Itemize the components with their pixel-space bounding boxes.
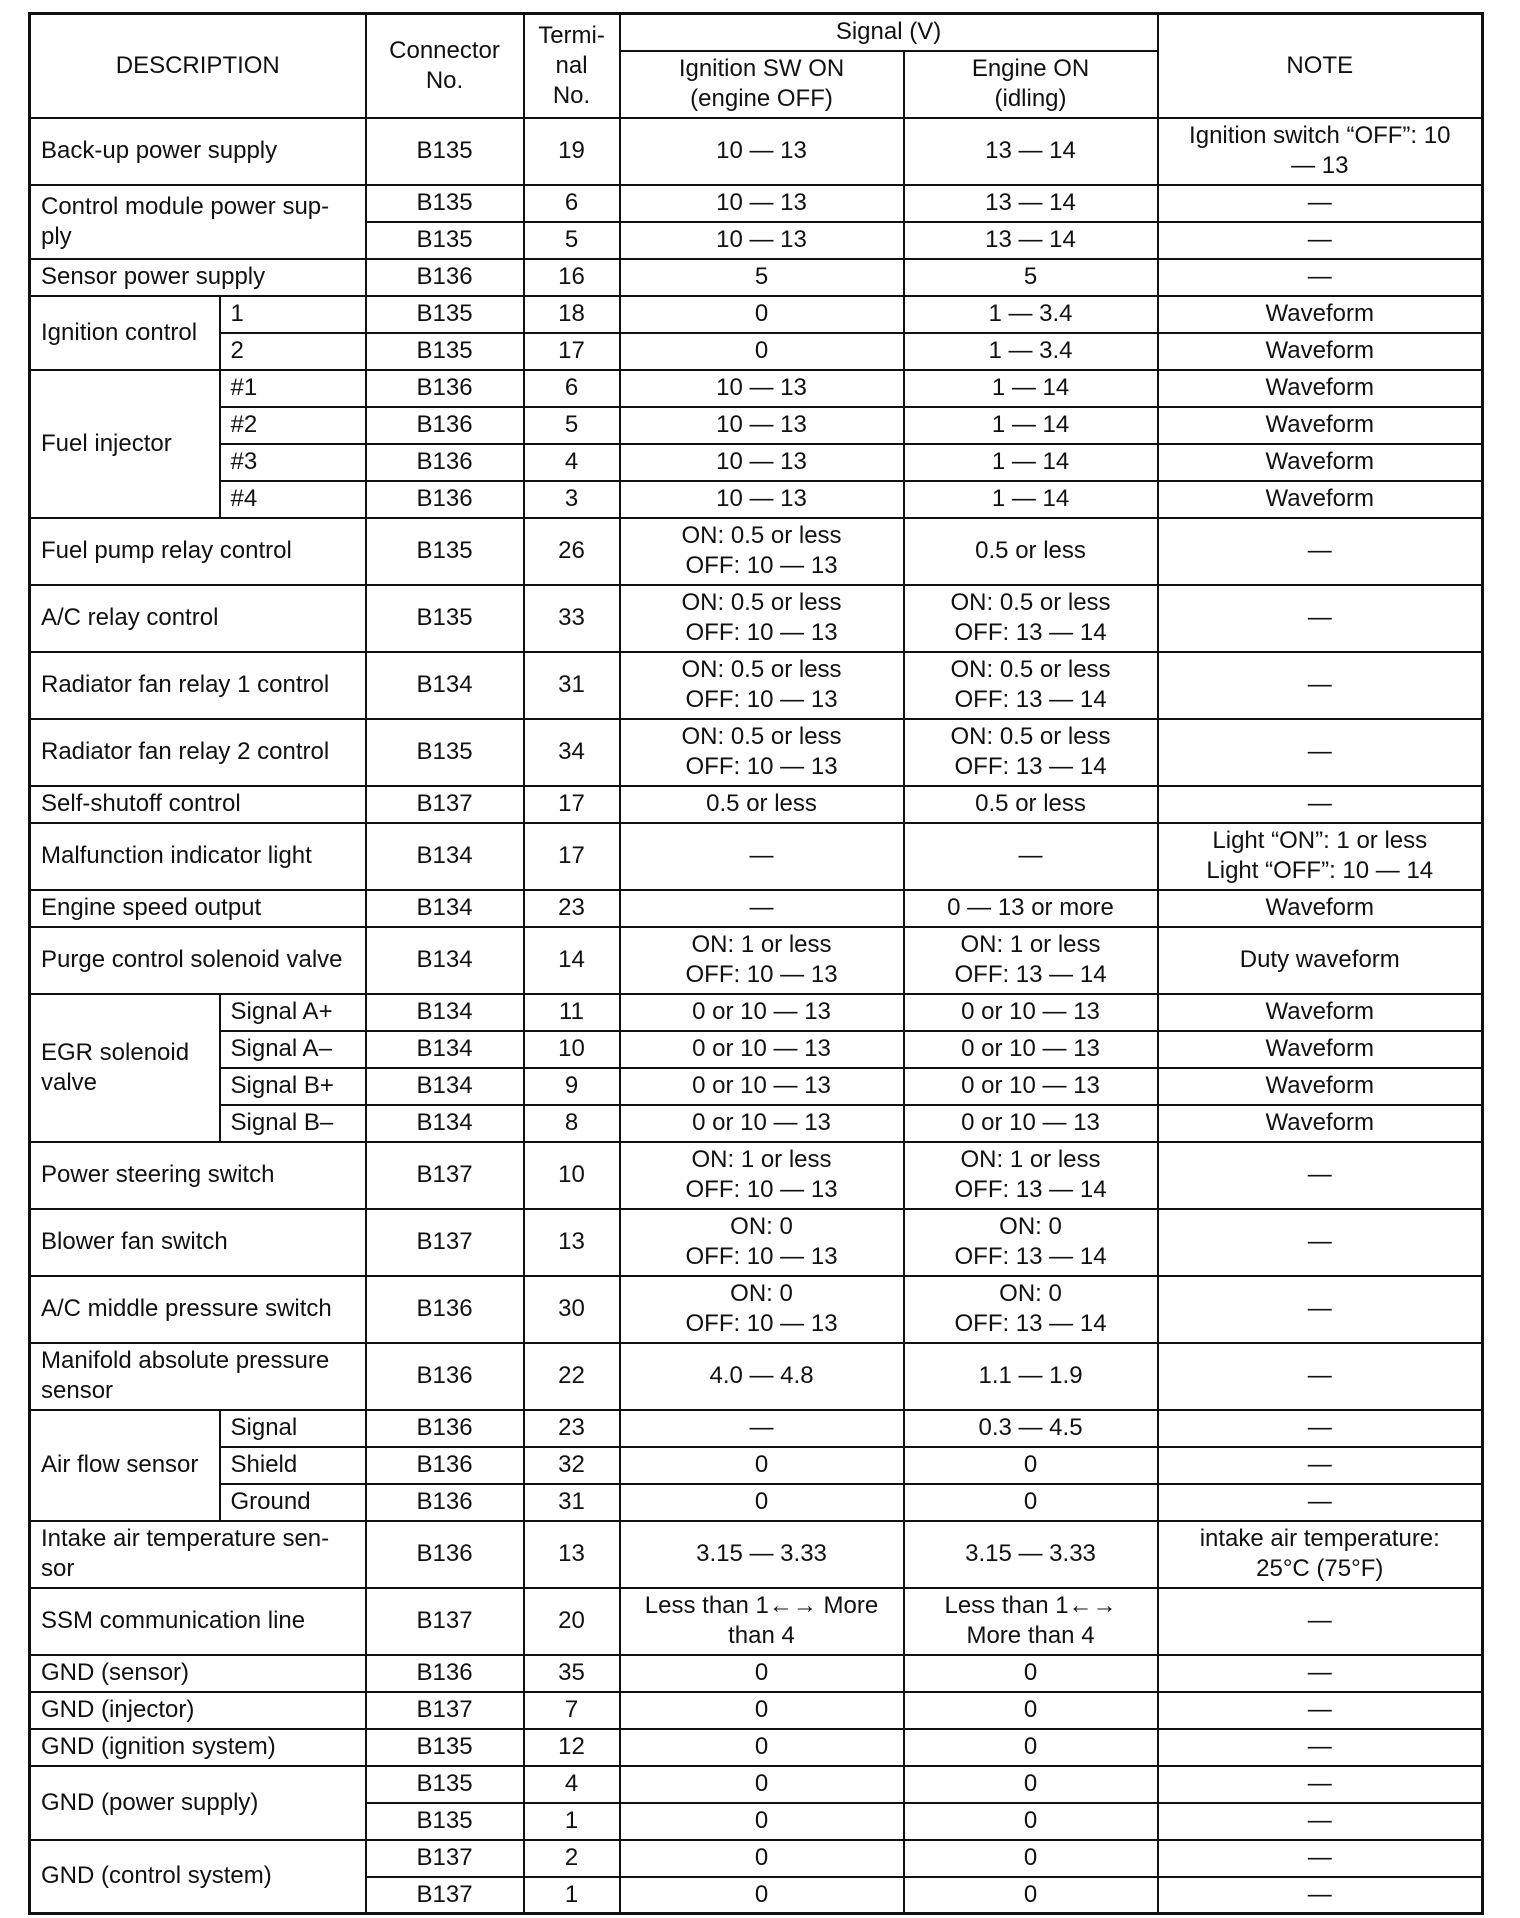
signal-ignition-on: ON: 0.5 or less OFF: 10 — 13 [620,652,904,719]
header-note: NOTE [1158,14,1483,118]
note: Waveform [1158,444,1483,481]
row-description: Ignition control [30,296,220,370]
connector-no: B136 [366,1410,524,1447]
terminal-no: 23 [524,1410,620,1447]
note: — [1158,1410,1483,1447]
table-row [30,481,1483,518]
signal-engine-on: 1 — 14 [904,481,1158,518]
row-subitem: Signal B+ [220,1068,366,1105]
signal-ignition-on: 0 [620,1692,904,1729]
note: — [1158,1588,1483,1655]
terminal-no: 12 [524,1729,620,1766]
note: — [1158,1142,1483,1209]
terminal-no: 33 [524,585,620,652]
terminal-no: 13 [524,1209,620,1276]
signal-engine-on: — [904,823,1158,890]
signal-engine-on: 0 [904,1803,1158,1840]
signal-engine-on: 1 — 3.4 [904,296,1158,333]
signal-ignition-on: 0 or 10 — 13 [620,1105,904,1142]
signal-ignition-on: 0.5 or less [620,786,904,823]
terminal-no: 3 [524,481,620,518]
note: — [1158,518,1483,585]
row-description: SSM communication line [30,1588,366,1655]
signal-ignition-on: 0 or 10 — 13 [620,1068,904,1105]
table-row [30,1343,1483,1410]
table-row [30,719,1483,786]
table-row [30,1410,1483,1447]
table-row [30,1068,1483,1105]
signal-engine-on: 13 — 14 [904,118,1158,185]
row-description: A/C relay control [30,585,366,652]
row-description: GND (power supply) [30,1766,366,1840]
signal-engine-on: 1 — 14 [904,370,1158,407]
row-description: GND (injector) [30,1692,366,1729]
signal-ignition-on: 3.15 — 3.33 [620,1521,904,1588]
signal-ignition-on: 0 [620,1447,904,1484]
row-subitem: #2 [220,407,366,444]
terminal-no: 13 [524,1521,620,1588]
connector-no: B134 [366,823,524,890]
table-row [30,1766,1483,1803]
signal-ignition-on: 5 [620,259,904,296]
note: — [1158,1655,1483,1692]
connector-no: B135 [366,585,524,652]
terminal-no: 1 [524,1877,620,1914]
terminal-no: 26 [524,518,620,585]
header-ignition-on: Ignition SW ON (engine OFF) [620,51,904,118]
connector-no: B135 [366,118,524,185]
row-description: GND (sensor) [30,1655,366,1692]
note: Ignition switch “OFF”: 10 — 13 [1158,118,1483,185]
terminal-no: 8 [524,1105,620,1142]
terminal-no: 34 [524,719,620,786]
signal-ignition-on: — [620,890,904,927]
terminal-no: 31 [524,1484,620,1521]
signal-ignition-on: ON: 0.5 or less OFF: 10 — 13 [620,518,904,585]
signal-ignition-on: 10 — 13 [620,222,904,259]
connector-no: B137 [366,1588,524,1655]
signal-engine-on: 0 [904,1840,1158,1877]
table-row [30,370,1483,407]
terminal-no: 31 [524,652,620,719]
table-row [30,1276,1483,1343]
table-row [30,1655,1483,1692]
table-row [30,185,1483,222]
terminal-no: 14 [524,927,620,994]
note: Waveform [1158,1105,1483,1142]
connector-no: B136 [366,1484,524,1521]
row-description: GND (ignition system) [30,1729,366,1766]
terminal-no: 22 [524,1343,620,1410]
terminal-no: 20 [524,1588,620,1655]
row-description: A/C middle pressure switch [30,1276,366,1343]
note: intake air temperature: 25°C (75°F) [1158,1521,1483,1588]
note: — [1158,1803,1483,1840]
signal-ignition-on: 10 — 13 [620,185,904,222]
table-row [30,296,1483,333]
note: Waveform [1158,296,1483,333]
signal-ignition-on: — [620,1410,904,1447]
connector-no: B137 [366,1840,524,1877]
row-description: Control module power sup- ply [30,185,366,259]
row-subitem: Signal B– [220,1105,366,1142]
connector-no: B135 [366,518,524,585]
row-subitem: Shield [220,1447,366,1484]
terminal-spec-table [28,12,1484,1915]
note: Waveform [1158,1068,1483,1105]
terminal-no: 17 [524,786,620,823]
connector-no: B135 [366,1766,524,1803]
table-row [30,118,1483,185]
row-subitem: 1 [220,296,366,333]
connector-no: B135 [366,185,524,222]
connector-no: B136 [366,481,524,518]
signal-ignition-on: 0 [620,1877,904,1914]
signal-ignition-on: ON: 0.5 or less OFF: 10 — 13 [620,719,904,786]
note: — [1158,1877,1483,1914]
signal-ignition-on: 0 [620,333,904,370]
row-description: Engine speed output [30,890,366,927]
terminal-no: 4 [524,444,620,481]
signal-engine-on: 0 [904,1655,1158,1692]
header-connector: Connector No. [366,14,524,118]
terminal-no: 11 [524,994,620,1031]
signal-ignition-on: 10 — 13 [620,407,904,444]
table-row [30,1729,1483,1766]
row-description: Fuel pump relay control [30,518,366,585]
terminal-no: 10 [524,1142,620,1209]
row-description: Purge control solenoid valve [30,927,366,994]
signal-engine-on: ON: 0 OFF: 13 — 14 [904,1209,1158,1276]
row-subitem: Signal A+ [220,994,366,1031]
row-description: GND (control system) [30,1840,366,1914]
row-subitem: Signal [220,1410,366,1447]
connector-no: B135 [366,719,524,786]
connector-no: B134 [366,1105,524,1142]
table-row [30,1588,1483,1655]
connector-no: B136 [366,1447,524,1484]
connector-no: B136 [366,407,524,444]
note: Waveform [1158,407,1483,444]
note: — [1158,1447,1483,1484]
header-engine-on: Engine ON (idling) [904,51,1158,118]
note: — [1158,259,1483,296]
note: — [1158,1692,1483,1729]
note: Waveform [1158,370,1483,407]
signal-ignition-on: 0 [620,1729,904,1766]
signal-ignition-on: 10 — 13 [620,481,904,518]
terminal-no: 16 [524,259,620,296]
table-row [30,1521,1483,1588]
note: — [1158,185,1483,222]
signal-ignition-on: ON: 1 or less OFF: 10 — 13 [620,927,904,994]
row-subitem: Signal A– [220,1031,366,1068]
signal-engine-on: 0 or 10 — 13 [904,994,1158,1031]
signal-engine-on: ON: 1 or less OFF: 13 — 14 [904,1142,1158,1209]
connector-no: B134 [366,890,524,927]
terminal-no: 2 [524,1840,620,1877]
header-description: DESCRIPTION [30,14,366,118]
row-description: Back-up power supply [30,118,366,185]
signal-engine-on: 0 [904,1877,1158,1914]
signal-ignition-on: 4.0 — 4.8 [620,1343,904,1410]
table-row [30,823,1483,890]
signal-ignition-on: 0 [620,1803,904,1840]
note: — [1158,652,1483,719]
table-row [30,994,1483,1031]
terminal-no: 19 [524,118,620,185]
terminal-no: 4 [524,1766,620,1803]
signal-engine-on: 0.5 or less [904,786,1158,823]
signal-ignition-on: 0 [620,1655,904,1692]
row-description: Intake air temperature sen- sor [30,1521,366,1588]
note: — [1158,1840,1483,1877]
table-body [30,118,1483,1914]
terminal-no: 17 [524,333,620,370]
terminal-no: 35 [524,1655,620,1692]
signal-engine-on: 0.5 or less [904,518,1158,585]
signal-ignition-on: 10 — 13 [620,444,904,481]
row-description: Air flow sensor [30,1410,220,1521]
note: — [1158,1276,1483,1343]
terminal-no: 10 [524,1031,620,1068]
table-row [30,927,1483,994]
connector-no: B135 [366,1729,524,1766]
note: Duty waveform [1158,927,1483,994]
signal-engine-on: 13 — 14 [904,185,1158,222]
signal-engine-on: 1 — 14 [904,444,1158,481]
row-subitem: 2 [220,333,366,370]
note: Light “ON”: 1 or less Light “OFF”: 10 — 14 [1158,823,1483,890]
signal-ignition-on: 10 — 13 [620,118,904,185]
connector-no: B134 [366,1068,524,1105]
note: — [1158,1729,1483,1766]
terminal-no: 6 [524,185,620,222]
note: — [1158,1484,1483,1521]
connector-no: B136 [366,1521,524,1588]
connector-no: B134 [366,652,524,719]
signal-engine-on: 0 [904,1447,1158,1484]
connector-no: B136 [366,370,524,407]
signal-engine-on: 0 or 10 — 13 [904,1031,1158,1068]
signal-engine-on: ON: 0 OFF: 13 — 14 [904,1276,1158,1343]
signal-engine-on: 0 — 13 or more [904,890,1158,927]
connector-no: B136 [366,444,524,481]
connector-no: B136 [366,1343,524,1410]
terminal-no: 18 [524,296,620,333]
connector-no: B135 [366,1803,524,1840]
signal-engine-on: 0 [904,1729,1158,1766]
row-description: Power steering switch [30,1142,366,1209]
row-description: Manifold absolute pressure sensor [30,1343,366,1410]
signal-engine-on: ON: 0.5 or less OFF: 13 — 14 [904,585,1158,652]
connector-no: B137 [366,1142,524,1209]
signal-ignition-on: ON: 0.5 or less OFF: 10 — 13 [620,585,904,652]
row-description: Malfunction indicator light [30,823,366,890]
row-description: Sensor power supply [30,259,366,296]
header-terminal: Termi- nal No. [524,14,620,118]
table-row [30,259,1483,296]
signal-engine-on: 0 or 10 — 13 [904,1105,1158,1142]
header-signal: Signal (V) [620,14,1158,51]
signal-engine-on: 1 — 14 [904,407,1158,444]
row-subitem: #3 [220,444,366,481]
table-row [30,786,1483,823]
signal-ignition-on: 0 or 10 — 13 [620,994,904,1031]
signal-ignition-on: 0 or 10 — 13 [620,1031,904,1068]
signal-engine-on: 3.15 — 3.33 [904,1521,1158,1588]
table-row [30,1840,1483,1877]
table-row [30,1447,1483,1484]
note: — [1158,719,1483,786]
terminal-no: 23 [524,890,620,927]
connector-no: B135 [366,222,524,259]
signal-engine-on: Less than 1←→ More than 4 [904,1588,1158,1655]
note: — [1158,1209,1483,1276]
table-row [30,444,1483,481]
signal-engine-on: 1 — 3.4 [904,333,1158,370]
signal-ignition-on: Less than 1←→ More than 4 [620,1588,904,1655]
signal-engine-on: 0.3 — 4.5 [904,1410,1158,1447]
signal-engine-on: ON: 0.5 or less OFF: 13 — 14 [904,652,1158,719]
terminal-no: 17 [524,823,620,890]
terminal-no: 32 [524,1447,620,1484]
signal-ignition-on: ON: 1 or less OFF: 10 — 13 [620,1142,904,1209]
connector-no: B136 [366,259,524,296]
note: Waveform [1158,333,1483,370]
connector-no: B137 [366,786,524,823]
table-row [30,1105,1483,1142]
terminal-no: 6 [524,370,620,407]
connector-no: B137 [366,1692,524,1729]
signal-engine-on: 13 — 14 [904,222,1158,259]
terminal-no: 1 [524,1803,620,1840]
row-subitem: #1 [220,370,366,407]
note: Waveform [1158,1031,1483,1068]
note: — [1158,222,1483,259]
note: Waveform [1158,890,1483,927]
table-row [30,652,1483,719]
connector-no: B134 [366,1031,524,1068]
signal-ignition-on: 10 — 13 [620,370,904,407]
note: Waveform [1158,994,1483,1031]
signal-ignition-on: ON: 0 OFF: 10 — 13 [620,1276,904,1343]
signal-ignition-on: ON: 0 OFF: 10 — 13 [620,1209,904,1276]
table-row [30,1142,1483,1209]
terminal-no: 5 [524,407,620,444]
signal-ignition-on: 0 [620,296,904,333]
table-row [30,890,1483,927]
signal-engine-on: 1.1 — 1.9 [904,1343,1158,1410]
table-row [30,585,1483,652]
signal-ignition-on: 0 [620,1766,904,1803]
row-description: EGR solenoid valve [30,994,220,1142]
connector-no: B135 [366,296,524,333]
row-description: Fuel injector [30,370,220,518]
signal-engine-on: 0 [904,1484,1158,1521]
signal-engine-on: ON: 0.5 or less OFF: 13 — 14 [904,719,1158,786]
table-row [30,407,1483,444]
signal-engine-on: ON: 1 or less OFF: 13 — 14 [904,927,1158,994]
note: — [1158,1766,1483,1803]
note: — [1158,585,1483,652]
terminal-no: 7 [524,1692,620,1729]
terminal-no: 5 [524,222,620,259]
signal-engine-on: 0 [904,1692,1158,1729]
connector-no: B135 [366,333,524,370]
table-row [30,518,1483,585]
signal-engine-on: 5 [904,259,1158,296]
connector-no: B137 [366,1877,524,1914]
signal-ignition-on: 0 [620,1840,904,1877]
row-description: Blower fan switch [30,1209,366,1276]
terminal-no: 30 [524,1276,620,1343]
row-subitem: Ground [220,1484,366,1521]
connector-no: B137 [366,1209,524,1276]
table-row [30,1692,1483,1729]
signal-ignition-on: 0 [620,1484,904,1521]
connector-no: B136 [366,1276,524,1343]
row-description: Self-shutoff control [30,786,366,823]
signal-engine-on: 0 or 10 — 13 [904,1068,1158,1105]
row-subitem: #4 [220,481,366,518]
note: Waveform [1158,481,1483,518]
table-header [30,14,1483,118]
table-row [30,333,1483,370]
note: — [1158,1343,1483,1410]
connector-no: B134 [366,927,524,994]
table-row [30,1031,1483,1068]
terminal-no: 9 [524,1068,620,1105]
row-description: Radiator fan relay 2 control [30,719,366,786]
note: — [1158,786,1483,823]
table-row [30,1484,1483,1521]
table-row [30,1209,1483,1276]
connector-no: B136 [366,1655,524,1692]
row-description: Radiator fan relay 1 control [30,652,366,719]
signal-ignition-on: — [620,823,904,890]
connector-no: B134 [366,994,524,1031]
signal-engine-on: 0 [904,1766,1158,1803]
